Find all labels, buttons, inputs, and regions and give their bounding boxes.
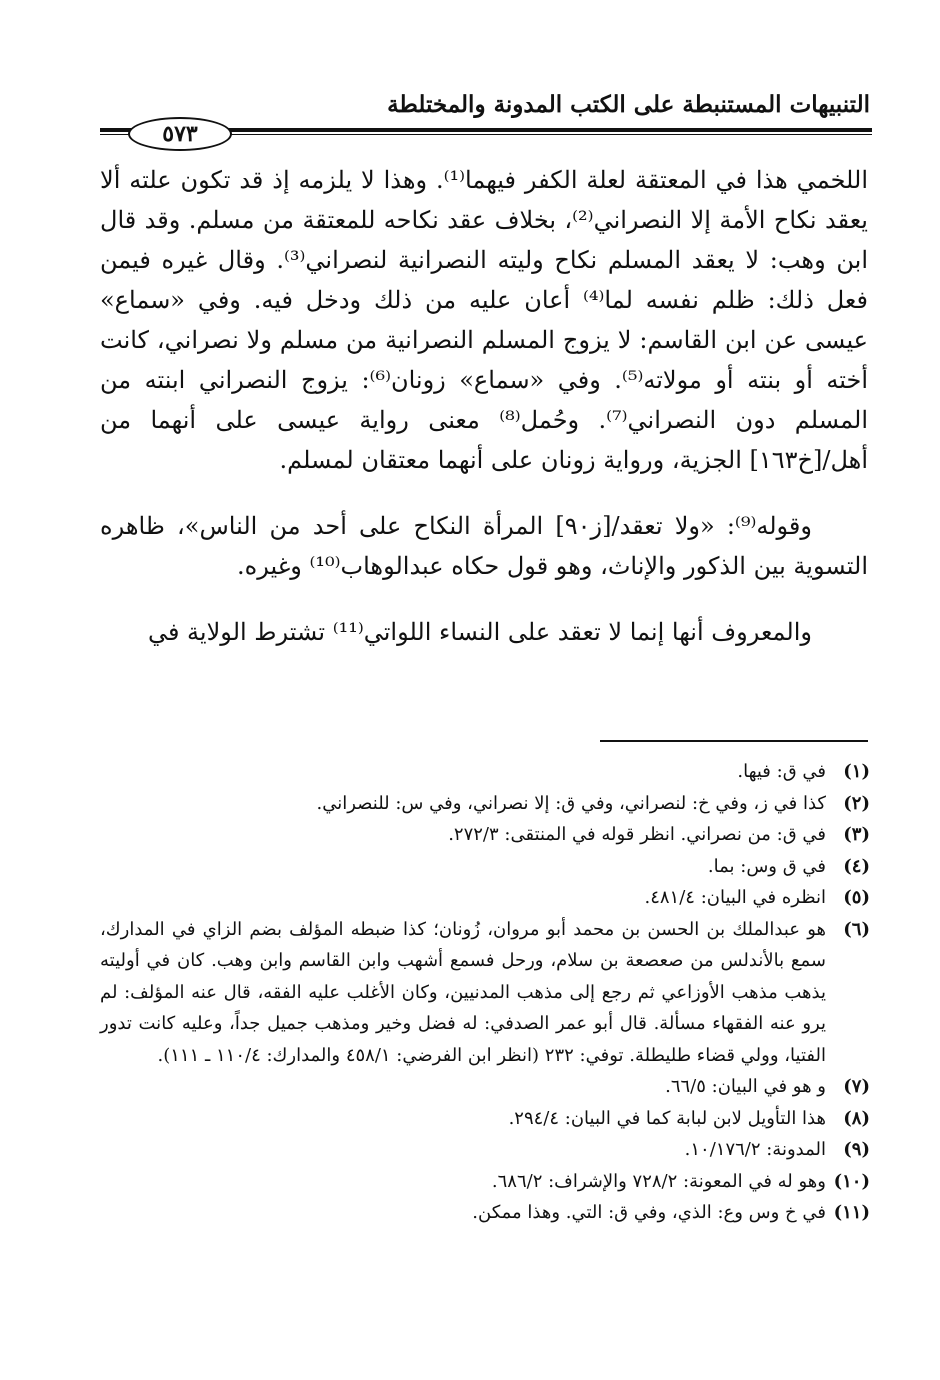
- main-text: [100, 160, 868, 652]
- footnote-text: في خ وس وع: الذي، وفي ق: التي. وهذا ممكن.: [472, 1202, 826, 1223]
- footnote-text: في ق: فيها.: [737, 761, 826, 782]
- footnote-text: كذا في ز، وفي خ: لنصراني، وفي ق: إلا نصراني، وفي س: للنصراني.: [316, 792, 826, 814]
- footnote: [100, 756, 870, 788]
- footnote-text: هو عبدالملك بن الحسن بن محمد أبو مروان، زُونان؛ كذا ضبطه المؤلف بضم الزاي في المدارك، سمع بالأندلس من صعصعة بن سلام، ورحل فسمع أشهب وابن القاسم وابن وهب. كان في أوليته يذهب مذهب الأوزاعي ثم رجع إلى مذهب المدنيين، وكان الأغلب عليه الفقه، قال عنه المؤلف: لم يرو عنه الفقهاء مسألة. قال أبو عمر الصدفي: له فضل وخير ومذهب جميل جداً، وعليه كانت تدور الفتيا، وولي قضاء طليطلة. توفي: ٢٣٢ (انظر ابن الفرضي: ٤٥٨/١ والمدارك: ١١٠/٤ ـ ١١١).: [100, 918, 826, 1066]
- footnote-text: انظره في البيان: ٤٨١/٤.: [644, 887, 826, 908]
- footnote-number: (١١): [833, 1202, 870, 1223]
- footnote-number: (٣): [843, 824, 870, 845]
- footnote-text: هذا التأويل لابن لبابة كما في البيان: ٢٩٤/٤.: [508, 1107, 826, 1129]
- footnote: [100, 914, 870, 1072]
- footnote: [100, 788, 870, 820]
- paragraph: وقوله⁽⁹⁾: «ولا تعقد/[ز٩٠] المرأة النكاح على أحد من الناس»، ظاهره التسوية بين الذكور والإناث، وهو قول حكاه عبدالوهاب⁽¹⁰⁾ وغيره.: [100, 512, 868, 580]
- footnote-text: وهو له في المعونة: ٧٢٨/٢ والإشراف: ٦٨٦/٢.: [491, 1170, 826, 1192]
- paragraph: اللخمي هذا في المعتقة لعلة الكفر فيهما⁽¹⁾. وهذا لا يلزمه إذ قد تكون علته ألا يعقد نكاح الأمة إلا النصراني⁽²⁾، بخلاف عقد نكاحه للمعتقة من مسلم. وقد قال ابن وهب: لا يعقد المسلم نكاح وليته النصرانية لنصراني⁽³⁾. وقال غيره فيمن فعل ذلك: ظلم نفسه لما⁽⁴⁾ أعان عليه من ذلك ودخل فيه. وفي «سماع» عيسى عن ابن القاسم: لا يزوج المسلم النصرانية من مسلم ولا نصراني، كانت أخته أو بنته أو مولاته⁽⁵⁾. وفي «سماع» زونان⁽⁶⁾: يزوج النصراني ابنته من المسلم دون النصراني⁽⁷⁾. وحُمل⁽⁸⁾ معنى رواية عيسى على أنهما من أهل/[خ١٦٣] الجزية، ورواية زونان على أنهما معتقان لمسلم.: [100, 166, 868, 474]
- footnote-number: (١): [843, 761, 870, 782]
- footnote: [100, 1134, 870, 1166]
- footnote: [100, 1071, 870, 1103]
- footnote-text: و هو في البيان: ٦٦/٥.: [665, 1076, 826, 1097]
- footnote: [100, 819, 870, 851]
- footnotes: [100, 756, 870, 1229]
- footnote: [100, 1103, 870, 1135]
- footnote: [100, 1197, 870, 1229]
- footnote-separator: [600, 740, 868, 742]
- paragraph: والمعروف أنها إنما لا تعقد على النساء اللواتي⁽¹¹⁾ تشترط الولاية في: [147, 618, 812, 646]
- footnote-number: (٤): [843, 855, 870, 877]
- footnote-number: (٨): [843, 1107, 870, 1129]
- footnote-text: في ق: من نصراني. انظر قوله في المنتقى: ٢٧٢/٣.: [448, 824, 826, 845]
- footnote-number: (٧): [843, 1076, 870, 1097]
- footnote-text: المدونة: ١٠/١٧٦/٢.: [684, 1139, 826, 1160]
- running-header-title: التنبيهات المستنبطة على الكتب المدونة والمختلطة: [387, 91, 870, 118]
- footnote: [100, 1166, 870, 1198]
- footnote-number: (٩): [843, 1139, 870, 1160]
- footnote-number: (٦): [843, 918, 870, 940]
- footnote-number: (٢): [843, 792, 870, 814]
- footnote: [100, 882, 870, 914]
- page-number-badge: ٥٧٣: [128, 117, 232, 151]
- footnote-number: (٥): [843, 887, 870, 908]
- footnote-text: في ق وس: بما.: [707, 855, 826, 877]
- footnote-number: (١٠): [833, 1170, 870, 1192]
- footnote: [100, 851, 870, 883]
